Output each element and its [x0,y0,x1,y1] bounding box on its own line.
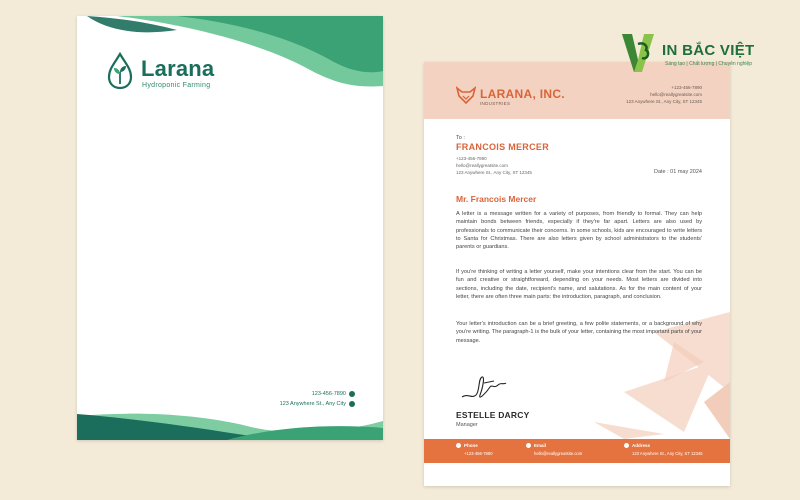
location-icon [624,443,629,448]
header-email: hello@reallygreatsite.com [650,92,702,97]
phone-text: 123-456-7890 [311,391,346,397]
address-line [280,401,355,407]
signer-role: Manager [456,422,478,428]
to-label: To : [456,135,465,141]
body-paragraph: If you're thinking of writing a letter yourself, make your intentions clear from the start. You can be fun and creative or straightforward, depending on your needs. Most letters are divided into sections, including the date, recipient's name, and salutations. As for the main content of your letter, there are often three main parts: the introduction, paragraph, and conclusion. [456,269,702,300]
phone-icon [456,443,461,448]
phone-icon [349,391,355,397]
phone-line [312,391,355,397]
footer-label: Email [534,443,547,448]
footer-value: +123-456-7890 [464,451,493,456]
company-subtitle: INDUSTRIES [480,101,511,106]
orange-letterhead [424,62,730,486]
recipient-name: FRANCOIS MERCER [456,142,550,152]
footer-value: hello@reallygreatsite.com [534,451,583,456]
recipient-phone: +123-456-7890 [456,156,487,161]
header-phone: +123-456-7890 [671,85,702,90]
company-subtitle: Hydroponic Farming [142,82,211,89]
body-paragraph: A letter is a message written for a variety of purposes, from friendly to formal. They can help maintain bonds between friends, especially if they're far apart. Letters are also used by professionals to communicate their concerns. In some schools, kids are encouraged to write letters to Santa for Christmas. There are also letters given by school administrators to the students' parents or guardians. [456,211,702,251]
larana-leaf-logo-icon [105,52,135,90]
address-text: 123 Anywhere St., Any City [279,401,346,407]
footer-address [624,443,703,456]
footer-value: 123 Anywhere St., Any City, ST 12345 [632,451,703,456]
company-name: LARANA, INC. [480,87,565,101]
salutation: Mr. Francois Mercer [456,194,537,204]
fox-logo-icon [456,86,476,104]
footer-label: Phone [464,443,478,448]
company-name: Larana [141,56,215,81]
recipient-email: hello@reallygreatsite.com [456,163,508,168]
brand-name: IN BẮC VIỆT [662,42,755,59]
body-paragraph: Your letter's introduction can be a brief greeting, a few polite statements, or a background of why you're writing. The paragraph-1 is the bulk of your letter, containing the most important parts of your message. [456,321,702,344]
signer-name: ESTELLE DARCY [456,410,530,420]
brand-watermark [618,30,768,80]
green-letterhead [77,16,383,440]
header-address: 123 Anywhere St., Any City, ST 12345 [626,99,702,104]
brand-tagline: Sáng tạo | Chất lượng | Chuyên nghiệp [665,61,753,67]
footer-phone [456,443,493,456]
location-icon [349,401,355,407]
recipient-address: 123 Anywhere St., Any City, ST 12345 [456,170,532,175]
footer-email [526,443,582,456]
email-icon [526,443,531,448]
in-bac-viet-logo-icon [618,30,658,76]
footer-label: Address [632,443,651,448]
signature-graphic [458,373,508,403]
letter-date: Date : 01 may 2024 [653,169,702,175]
